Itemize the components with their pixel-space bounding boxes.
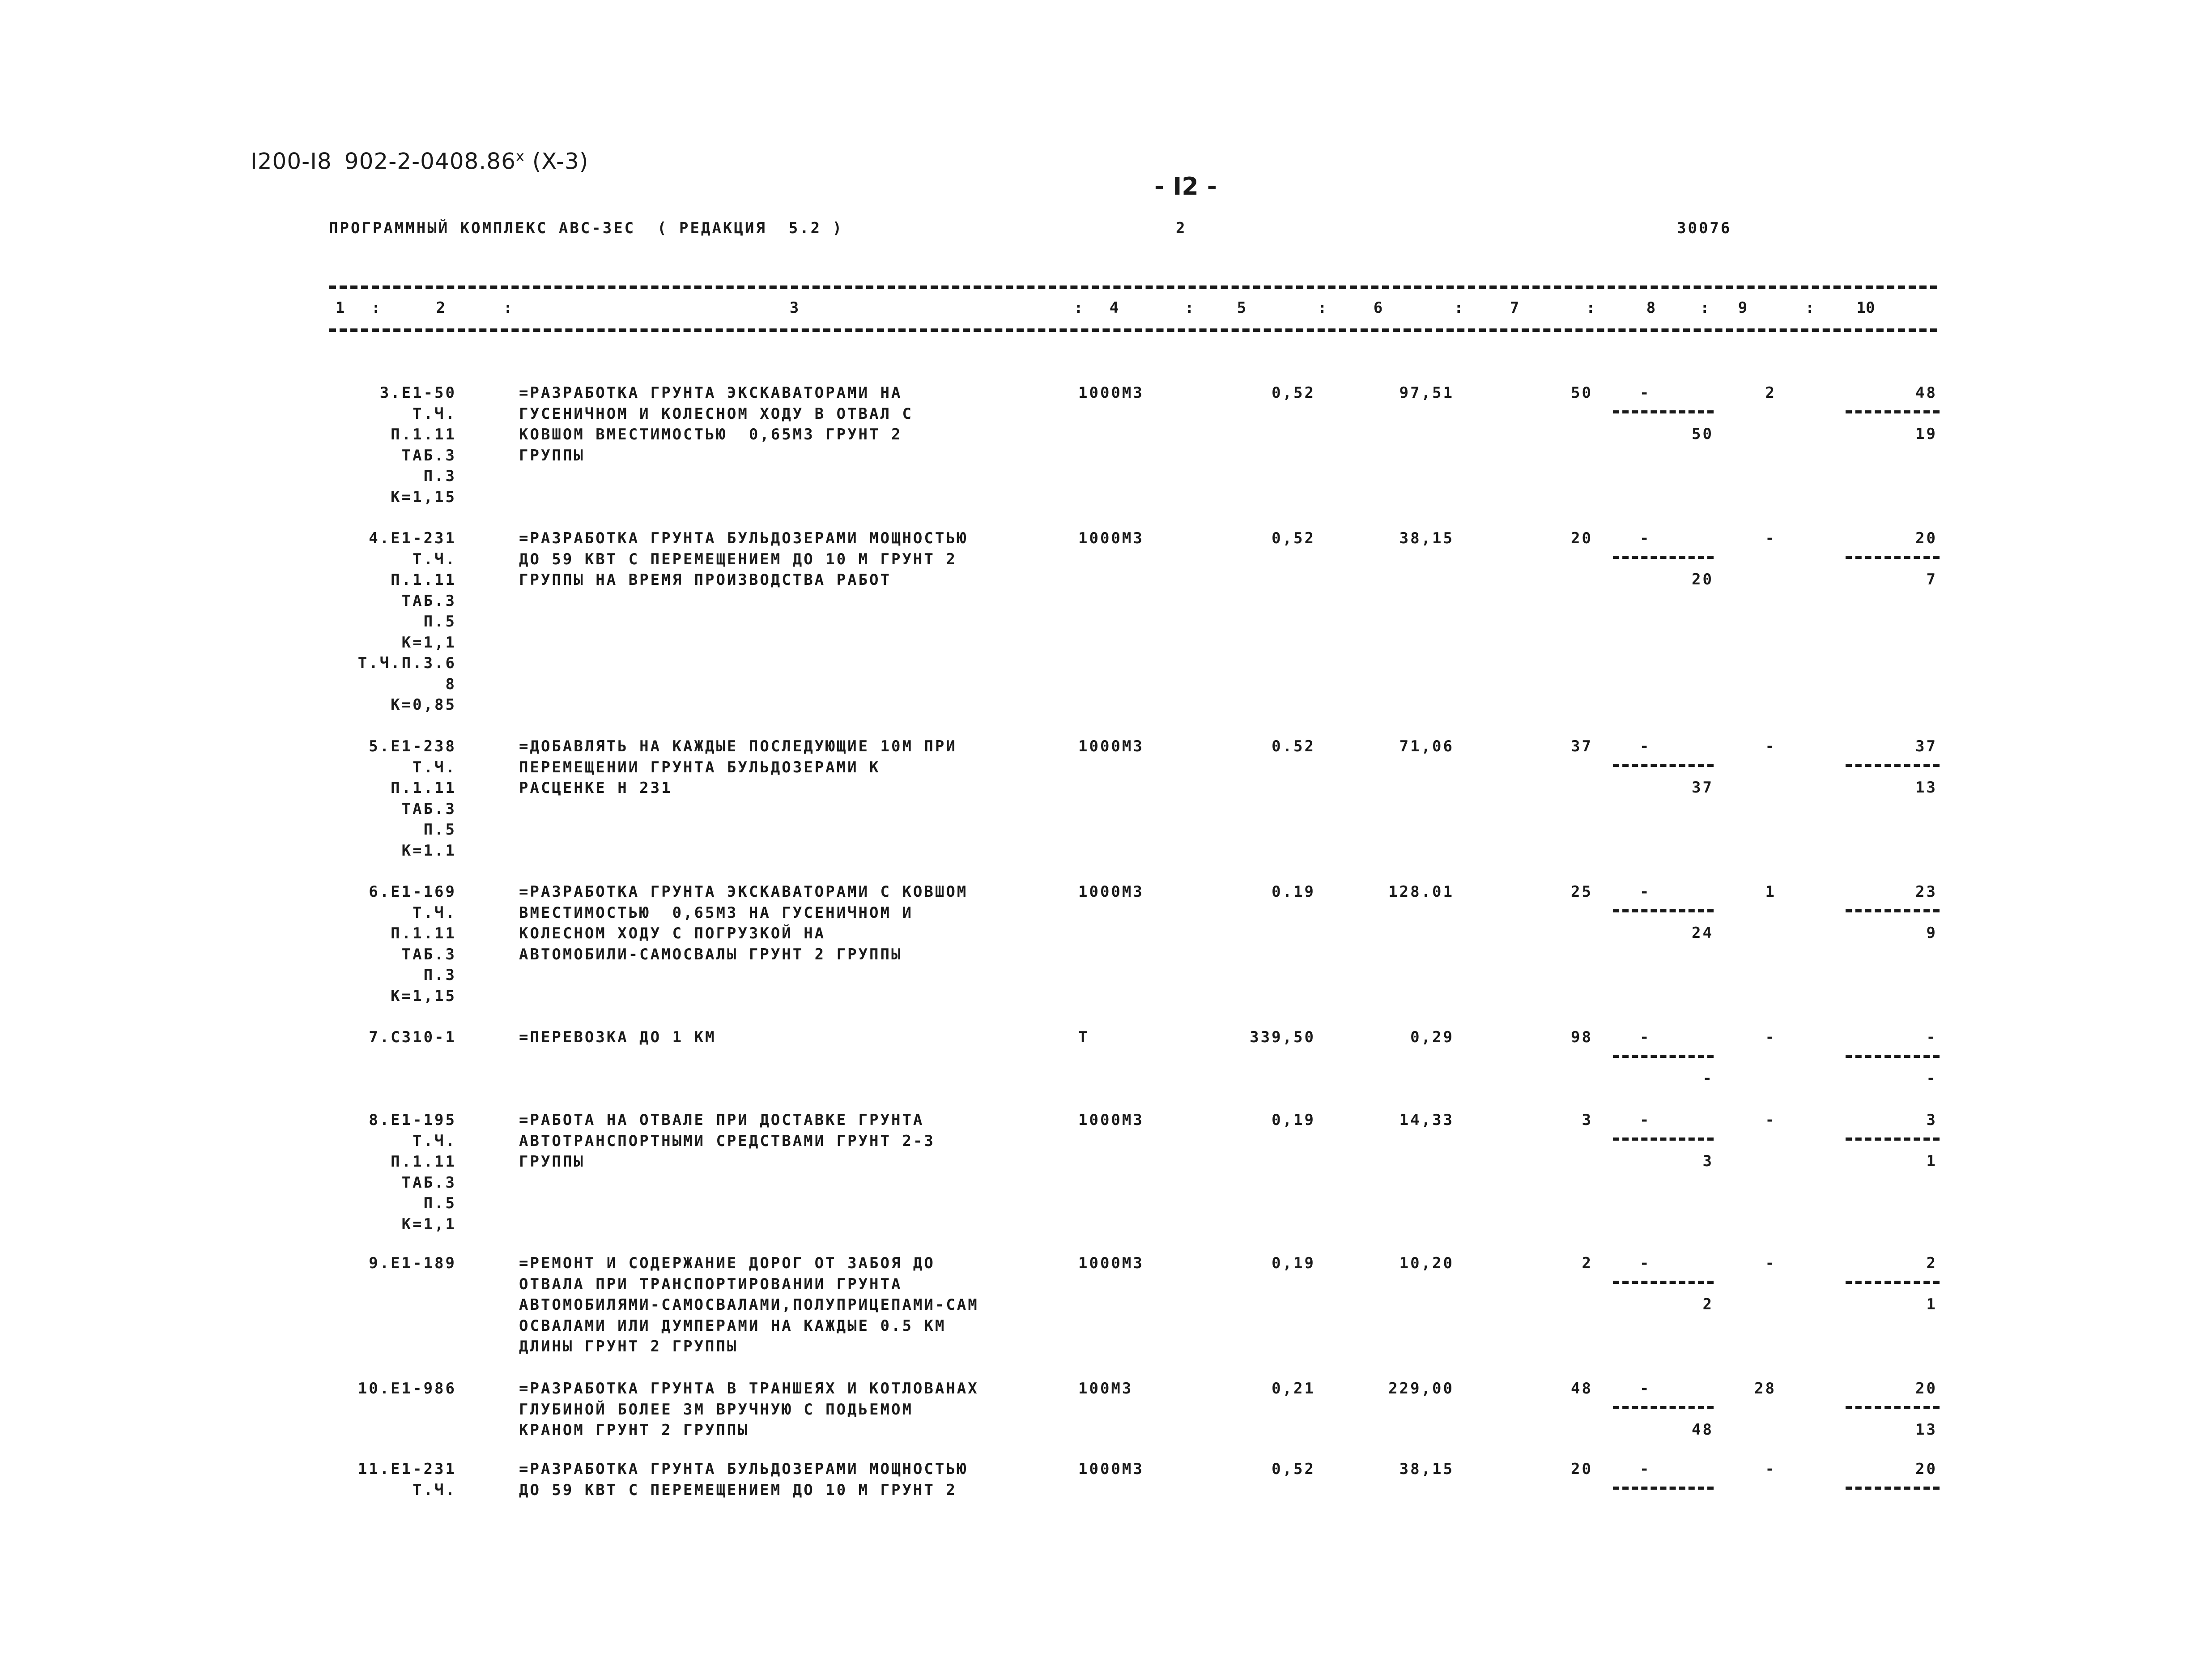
row-col9: - [1765,737,1776,755]
row-description: =ДОБАВЛЯТЬ НА КАЖДЫЕ ПОСЛЕДУЮЩИЕ 10М ПРИ ПЕРЕМЕЩЕНИИ ГРУНТА БУЛЬДОЗЕРАМИ К РАСЦЕНКЕ Н 231 [519,737,957,797]
row-unit: Т [1078,1028,1089,1046]
row-col10-divider [1846,909,1940,912]
row-col8-divider [1613,556,1714,559]
row-unit-price: 229,00 [1388,1380,1454,1397]
row-unit: 1000М3 [1078,529,1144,547]
row-unit: 1000М3 [1078,1460,1144,1478]
column-separator: : [503,299,513,317]
row-col8-bottom: 3 [1702,1152,1714,1170]
row-col10-top: 37 [1915,737,1937,755]
row-col8-divider [1613,909,1714,912]
row-col9: - [1765,1460,1776,1478]
row-quantity: 0,19 [1272,1111,1315,1129]
row-code: 5.Е1-238 Т.Ч. П.1.11 ТАБ.3 П.5 К=1.1 [369,737,456,860]
row-col8-top: - [1640,529,1651,547]
row-unit-price: 128.01 [1388,883,1454,901]
row-code: 10.Е1-986 [357,1380,456,1397]
row-col10-bottom: 13 [1915,779,1937,797]
header-mid-number: 2 [1176,219,1187,237]
row-unit: 1000М3 [1078,883,1144,901]
column-number-5: 5 [1237,299,1246,317]
column-number-2: 2 [436,299,446,317]
page-number: - I2 - [1154,172,1217,200]
row-col10-top: 20 [1915,1380,1937,1397]
row-unit-price: 71,06 [1399,737,1454,755]
column-number-4: 4 [1109,299,1119,317]
row-description: =РАБОТА НА ОТВАЛЕ ПРИ ДОСТАВКЕ ГРУНТА АВТОТРАНСПОРТНЫМИ СРЕДСТВАМИ ГРУНТ 2-3 ГРУППЫ [519,1111,935,1171]
row-col10-bottom: 7 [1926,571,1937,588]
row-description: =РАЗРАБОТКА ГРУНТА ЭКСКАВАТОРАМИ НА ГУСЕНИЧНОМ И КОЛЕСНОМ ХОДУ В ОТВАЛ С КОВШОМ ВМЕСТИМОСТЬЮ 0,65М3 ГРУНТ 2 ГРУППЫ [519,384,913,464]
column-separator: : [1454,299,1463,317]
row-unit-price: 10,20 [1399,1254,1454,1272]
row-col10-divider [1846,1138,1940,1141]
row-quantity: 0.19 [1272,883,1315,901]
row-col10-divider [1846,410,1940,413]
document-code: 902-2-0408.86 [344,148,516,175]
row-col9: - [1765,1028,1776,1046]
row-unit: 1000М3 [1078,737,1144,755]
row-col8-bottom: 37 [1692,779,1714,797]
row-description: =РЕМОНТ И СОДЕРЖАНИЕ ДОРОГ ОТ ЗАБОЯ ДО ОТВАЛА ПРИ ТРАНСПОРТИРОВАНИИ ГРУНТА АВТОМОБИЛЯМИ-САМОСВАЛАМИ,ПОЛУПРИЦЕПАМИ-САМ ОСВАЛАМИ ИЛИ ДУМПЕРАМИ НА КАЖДЫЕ 0.5 КМ ДЛИНЫ ГРУНТ 2 ГРУППЫ [519,1254,979,1355]
row-col8-bottom: 20 [1692,571,1714,588]
row-total: 48 [1571,1380,1593,1397]
row-col10-divider [1846,1406,1940,1409]
column-number-9: 9 [1738,299,1748,317]
row-code: 8.Е1-195 Т.Ч. П.1.11 ТАБ.3 П.5 К=1,1 [369,1111,456,1233]
row-col10-bottom: 1 [1926,1152,1937,1170]
row-col8-bottom: 2 [1702,1295,1714,1313]
column-number-6: 6 [1373,299,1383,317]
row-quantity: 0.52 [1272,737,1315,755]
column-number-8: 8 [1646,299,1656,317]
row-total: 25 [1571,883,1593,901]
row-col8-bottom: 50 [1692,425,1714,443]
row-quantity: 0,21 [1272,1380,1315,1397]
row-total: 20 [1571,1460,1593,1478]
row-col8-bottom: - [1702,1069,1714,1087]
row-code: 11.Е1-231 Т.Ч. [357,1460,456,1499]
row-total: 3 [1582,1111,1593,1129]
row-col8-bottom: 48 [1692,1421,1714,1439]
row-col8-divider [1613,1281,1714,1284]
program-title: ПРОГРАММНЫЙ КОМПЛЕКС АВС-ЗЕС ( РЕДАКЦИЯ 5.2 ) [329,219,844,237]
row-col8-top: - [1640,1460,1651,1478]
row-unit-price: 97,51 [1399,384,1454,402]
row-col9: - [1765,1111,1776,1129]
row-col10-top: 2 [1926,1254,1937,1272]
row-col8-divider [1613,1406,1714,1409]
row-unit: 100М3 [1078,1380,1133,1397]
header-code: 30076 [1677,219,1732,237]
row-quantity: 339,50 [1250,1028,1315,1046]
document-stamp [251,148,588,175]
table-header-rule [329,328,1937,332]
row-total: 20 [1571,529,1593,547]
row-col10-bottom: 1 [1926,1295,1937,1313]
row-unit-price: 14,33 [1399,1111,1454,1129]
document-mark: x [515,148,525,165]
row-col8-divider [1613,410,1714,413]
column-number-3: 3 [789,299,799,317]
row-quantity: 0,19 [1272,1254,1315,1272]
row-col8-top: - [1640,1111,1651,1129]
sheet-number: I200-I8 [251,148,332,175]
row-code: 3.Е1-50 Т.Ч. П.1.11 ТАБ.3 П.3 К=1,15 [379,384,456,506]
column-number-10: 10 [1856,299,1875,317]
row-description: =РАЗРАБОТКА ГРУНТА ЭКСКАВАТОРАМИ С КОВШОМ ВМЕСТИМОСТЬЮ 0,65М3 НА ГУСЕНИЧНОМ И КОЛЕСНОМ ХОДУ С ПОГРУЗКОЙ НА АВТОМОБИЛИ-САМОСВАЛЫ ГРУНТ 2 ГРУППЫ [519,883,968,963]
row-code: 9.Е1-189 [369,1254,456,1272]
row-col8-divider [1613,1487,1714,1490]
row-description: =РАЗРАБОТКА ГРУНТА БУЛЬДОЗЕРАМИ МОЩНОСТЬЮ ДО 59 КВТ С ПЕРЕМЕЩЕНИЕМ ДО 10 М ГРУНТ 2 [519,1460,968,1499]
column-number-1: 1 [335,299,345,317]
row-col10-divider [1846,1055,1940,1058]
document-variant: (X-3) [532,148,589,175]
row-col10-divider [1846,556,1940,559]
row-col10-bottom: 9 [1926,924,1937,942]
row-col10-bottom: 19 [1915,425,1937,443]
row-unit: 1000М3 [1078,1254,1144,1272]
row-col10-divider [1846,1281,1940,1284]
row-code: 4.Е1-231 Т.Ч. П.1.11 ТАБ.3 П.5 К=1,1 Т.Ч.П.3.6 8 К=0,85 [357,529,456,714]
row-col8-top: - [1640,883,1651,901]
row-col10-top: 20 [1915,529,1937,547]
row-col10-top: 48 [1915,384,1937,402]
column-separator: : [1805,299,1815,317]
row-col8-bottom: 24 [1692,924,1714,942]
row-col8-top: - [1640,737,1651,755]
row-col8-top: - [1640,1380,1651,1397]
row-total: 98 [1571,1028,1593,1046]
column-separator: : [1700,299,1710,317]
row-description: =РАЗРАБОТКА ГРУНТА БУЛЬДОЗЕРАМИ МОЩНОСТЬЮ ДО 59 КВТ С ПЕРЕМЕЩЕНИЕМ ДО 10 М ГРУНТ 2 ГРУППЫ НА ВРЕМЯ ПРОИЗВОДСТВА РАБОТ [519,529,968,589]
column-separator: : [1185,299,1194,317]
row-total: 37 [1571,737,1593,755]
row-quantity: 0,52 [1272,384,1315,402]
row-col10-divider [1846,764,1940,767]
row-col9: 2 [1765,384,1776,402]
column-separator: : [371,299,381,317]
row-col8-divider [1613,1138,1714,1141]
row-quantity: 0,52 [1272,1460,1315,1478]
row-unit-price: 38,15 [1399,1460,1454,1478]
row-total: 50 [1571,384,1593,402]
column-number-7: 7 [1510,299,1519,317]
table-top-rule [329,285,1937,289]
row-code: 6.Е1-169 Т.Ч. П.1.11 ТАБ.3 П.3 К=1,15 [369,883,456,1005]
row-col8-top: - [1640,1028,1651,1046]
row-col8-divider [1613,764,1714,767]
row-col10-top: 23 [1915,883,1937,901]
row-description: =ПЕРЕВОЗКА ДО 1 КМ [519,1028,716,1046]
row-col8-top: - [1640,384,1651,402]
row-description: =РАЗРАБОТКА ГРУНТА В ТРАНШЕЯХ И КОТЛОВАНАХ ГЛУБИНОЙ БОЛЕЕ 3М ВРУЧНУЮ С ПОДЬЕМОМ КРАНОМ ГРУНТ 2 ГРУППЫ [519,1380,979,1439]
row-col8-top: - [1640,1254,1651,1272]
row-col10-top: - [1926,1028,1937,1046]
row-unit-price: 0,29 [1410,1028,1454,1046]
row-col9: 28 [1754,1380,1776,1397]
row-unit-price: 38,15 [1399,529,1454,547]
row-col10-top: 20 [1915,1460,1937,1478]
row-col10-bottom: - [1926,1069,1937,1087]
row-quantity: 0,52 [1272,529,1315,547]
row-code: 7.С310-1 [369,1028,456,1046]
row-col9: - [1765,529,1776,547]
row-col10-divider [1846,1487,1940,1490]
row-col9: 1 [1765,883,1776,901]
column-separator: : [1586,299,1595,317]
column-separator: : [1074,299,1083,317]
column-separator: : [1318,299,1327,317]
row-total: 2 [1582,1254,1593,1272]
row-col10-bottom: 13 [1915,1421,1937,1439]
row-unit: 1000М3 [1078,1111,1144,1129]
row-col10-top: 3 [1926,1111,1937,1129]
row-col9: - [1765,1254,1776,1272]
row-col8-divider [1613,1055,1714,1058]
row-unit: 1000М3 [1078,384,1144,402]
